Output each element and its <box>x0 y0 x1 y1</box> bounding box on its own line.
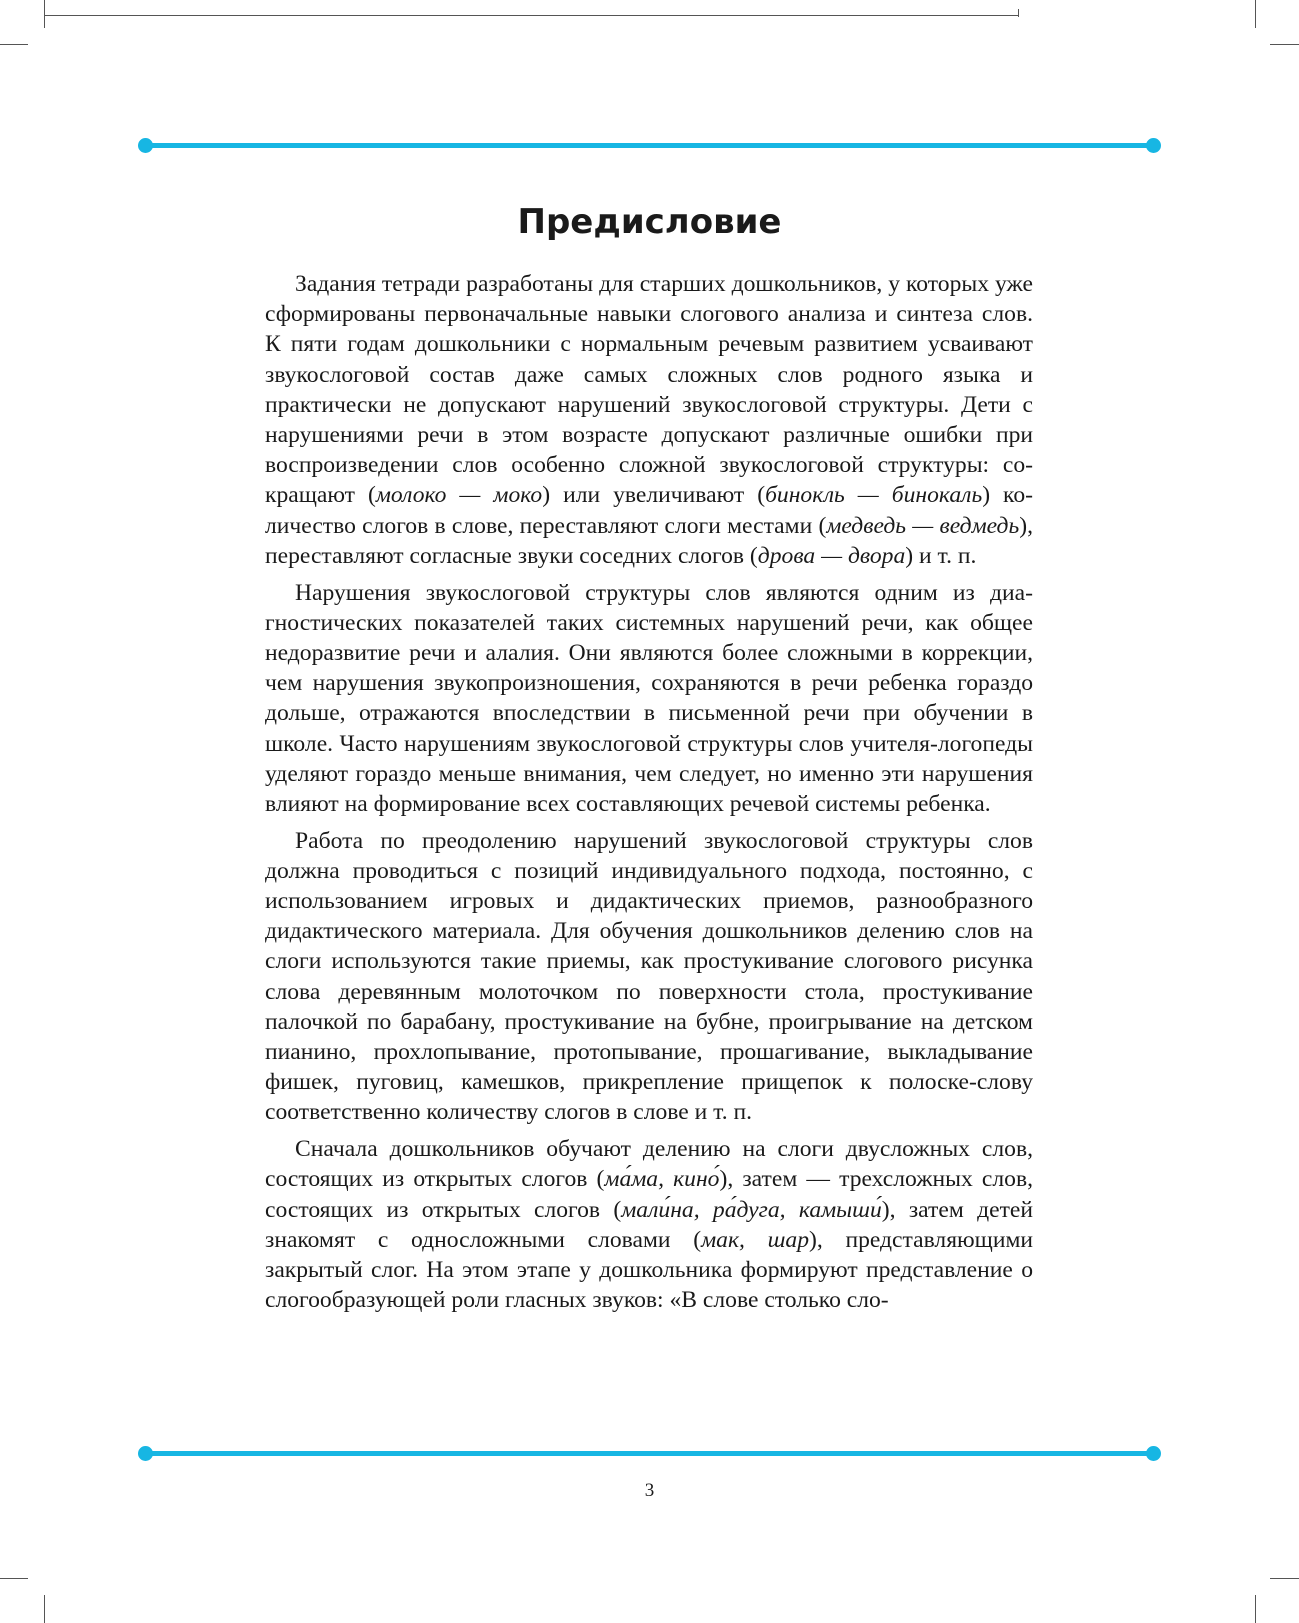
bottom-divider <box>146 1451 1153 1456</box>
crop-mark <box>44 1595 45 1623</box>
crop-mark <box>1255 0 1256 28</box>
divider-dot <box>138 138 153 153</box>
paragraph-2: Нарушения звукослоговой структуры слов являются одним из диагностических показателей таких системных нарушений речи, как общее недоразвитие речи и алалия. Они являются более сложными в коррекции, чем нарушения звукопроизношения, сохраняются в речи ребенка гораздо дольше, отражаются впоследствии в письменной речи при обучении в школе. Часто нарушениям звукослоговой структуры слов учителя-логопеды уделяют гораздо меньше внимания, чем следует, но именно эти нарушения влияют на формирование всех составляющих речевой системы ребенка. <box>265 579 1033 817</box>
example-words: мали́на, ра́дуга, камыши́ <box>621 1196 882 1223</box>
crop-mark <box>1018 9 1019 17</box>
example-words: ма́ма, кино́ <box>604 1166 720 1193</box>
example-words: молоко — моко <box>375 482 543 509</box>
example-words: мак, шар <box>701 1226 809 1253</box>
crop-mark <box>0 44 28 45</box>
divider-dot <box>1146 138 1161 153</box>
page-title: Предисловие <box>517 202 782 242</box>
paragraph-1: Задания тетради разработаны для старших дошкольников, у которых уже сформированы первоначальные навыки слогового анализа и синтеза слов. К пяти годам дошкольники с нормальным речевым развитием усваивают звукослоговой состав даже самых сложных слов родного языка и практически не допускают нарушений звукослоговой структуры. Дети с нарушениями речи в этом возрасте допускают различные ошибки при воспроизведении слов особенно сложной звукослоговой структуры: сокращают (молоко — моко) или увеличивают (бинокль — бинокаль) количество слогов в слове, переставляют слоги местами (медведь — ведмедь), переставляют согласные звуки соседних слогов (дрова — двора) и т. п. <box>265 271 1033 569</box>
divider-dot <box>138 1446 153 1461</box>
crop-mark <box>44 15 1019 16</box>
example-words: дрова — двора <box>757 542 906 569</box>
top-divider <box>146 143 1153 148</box>
page-number: 3 <box>644 1480 655 1501</box>
paragraph-4: Сначала дошкольников обучают делению на слоги двусложных слов, состоящих из открытых слогов (ма́ма, кино́), затем — трехсложных слов, состоящих из открытых слогов (мали́на, ра́дуга, камыши́), затем детей знакомят с односложными словами (мак, шар), представляющими закрытый слог. На этом этапе у дошкольника формируют представление о слогообразующей роли гласных звуков: «В слове столько сло- <box>265 1136 1034 1314</box>
body-text <box>265 269 1033 1322</box>
crop-mark <box>1255 1595 1256 1623</box>
divider-dot <box>1146 1446 1161 1461</box>
crop-mark <box>0 1578 28 1579</box>
crop-mark <box>44 0 45 28</box>
example-words: бинокль — бинокаль <box>765 482 983 509</box>
crop-mark <box>1270 1578 1299 1579</box>
crop-mark <box>1270 44 1299 45</box>
paragraph-3: Работа по преодолению нарушений звукослоговой структуры слов должна проводиться с позиций индивидуального подхода, постоянно, с использованием игровых и дидактических приемов, разнообразного дидактического материала. Для обучения дошкольников делению слов на слоги используются такие приемы, как простукивание слогового рисунка слова деревянным молоточком по поверхности стола, простукивание палочкой по барабану, простукивание на бубне, проигрывание на детском пианино, прохлопывание, протопывание, прошагивание, выкладывание фишек, пуговиц, камешков, прикрепление прищепок к полоске-слову соответственно количеству слогов в слове и т. п. <box>265 827 1033 1126</box>
example-words: медведь — ведмедь <box>826 512 1020 539</box>
